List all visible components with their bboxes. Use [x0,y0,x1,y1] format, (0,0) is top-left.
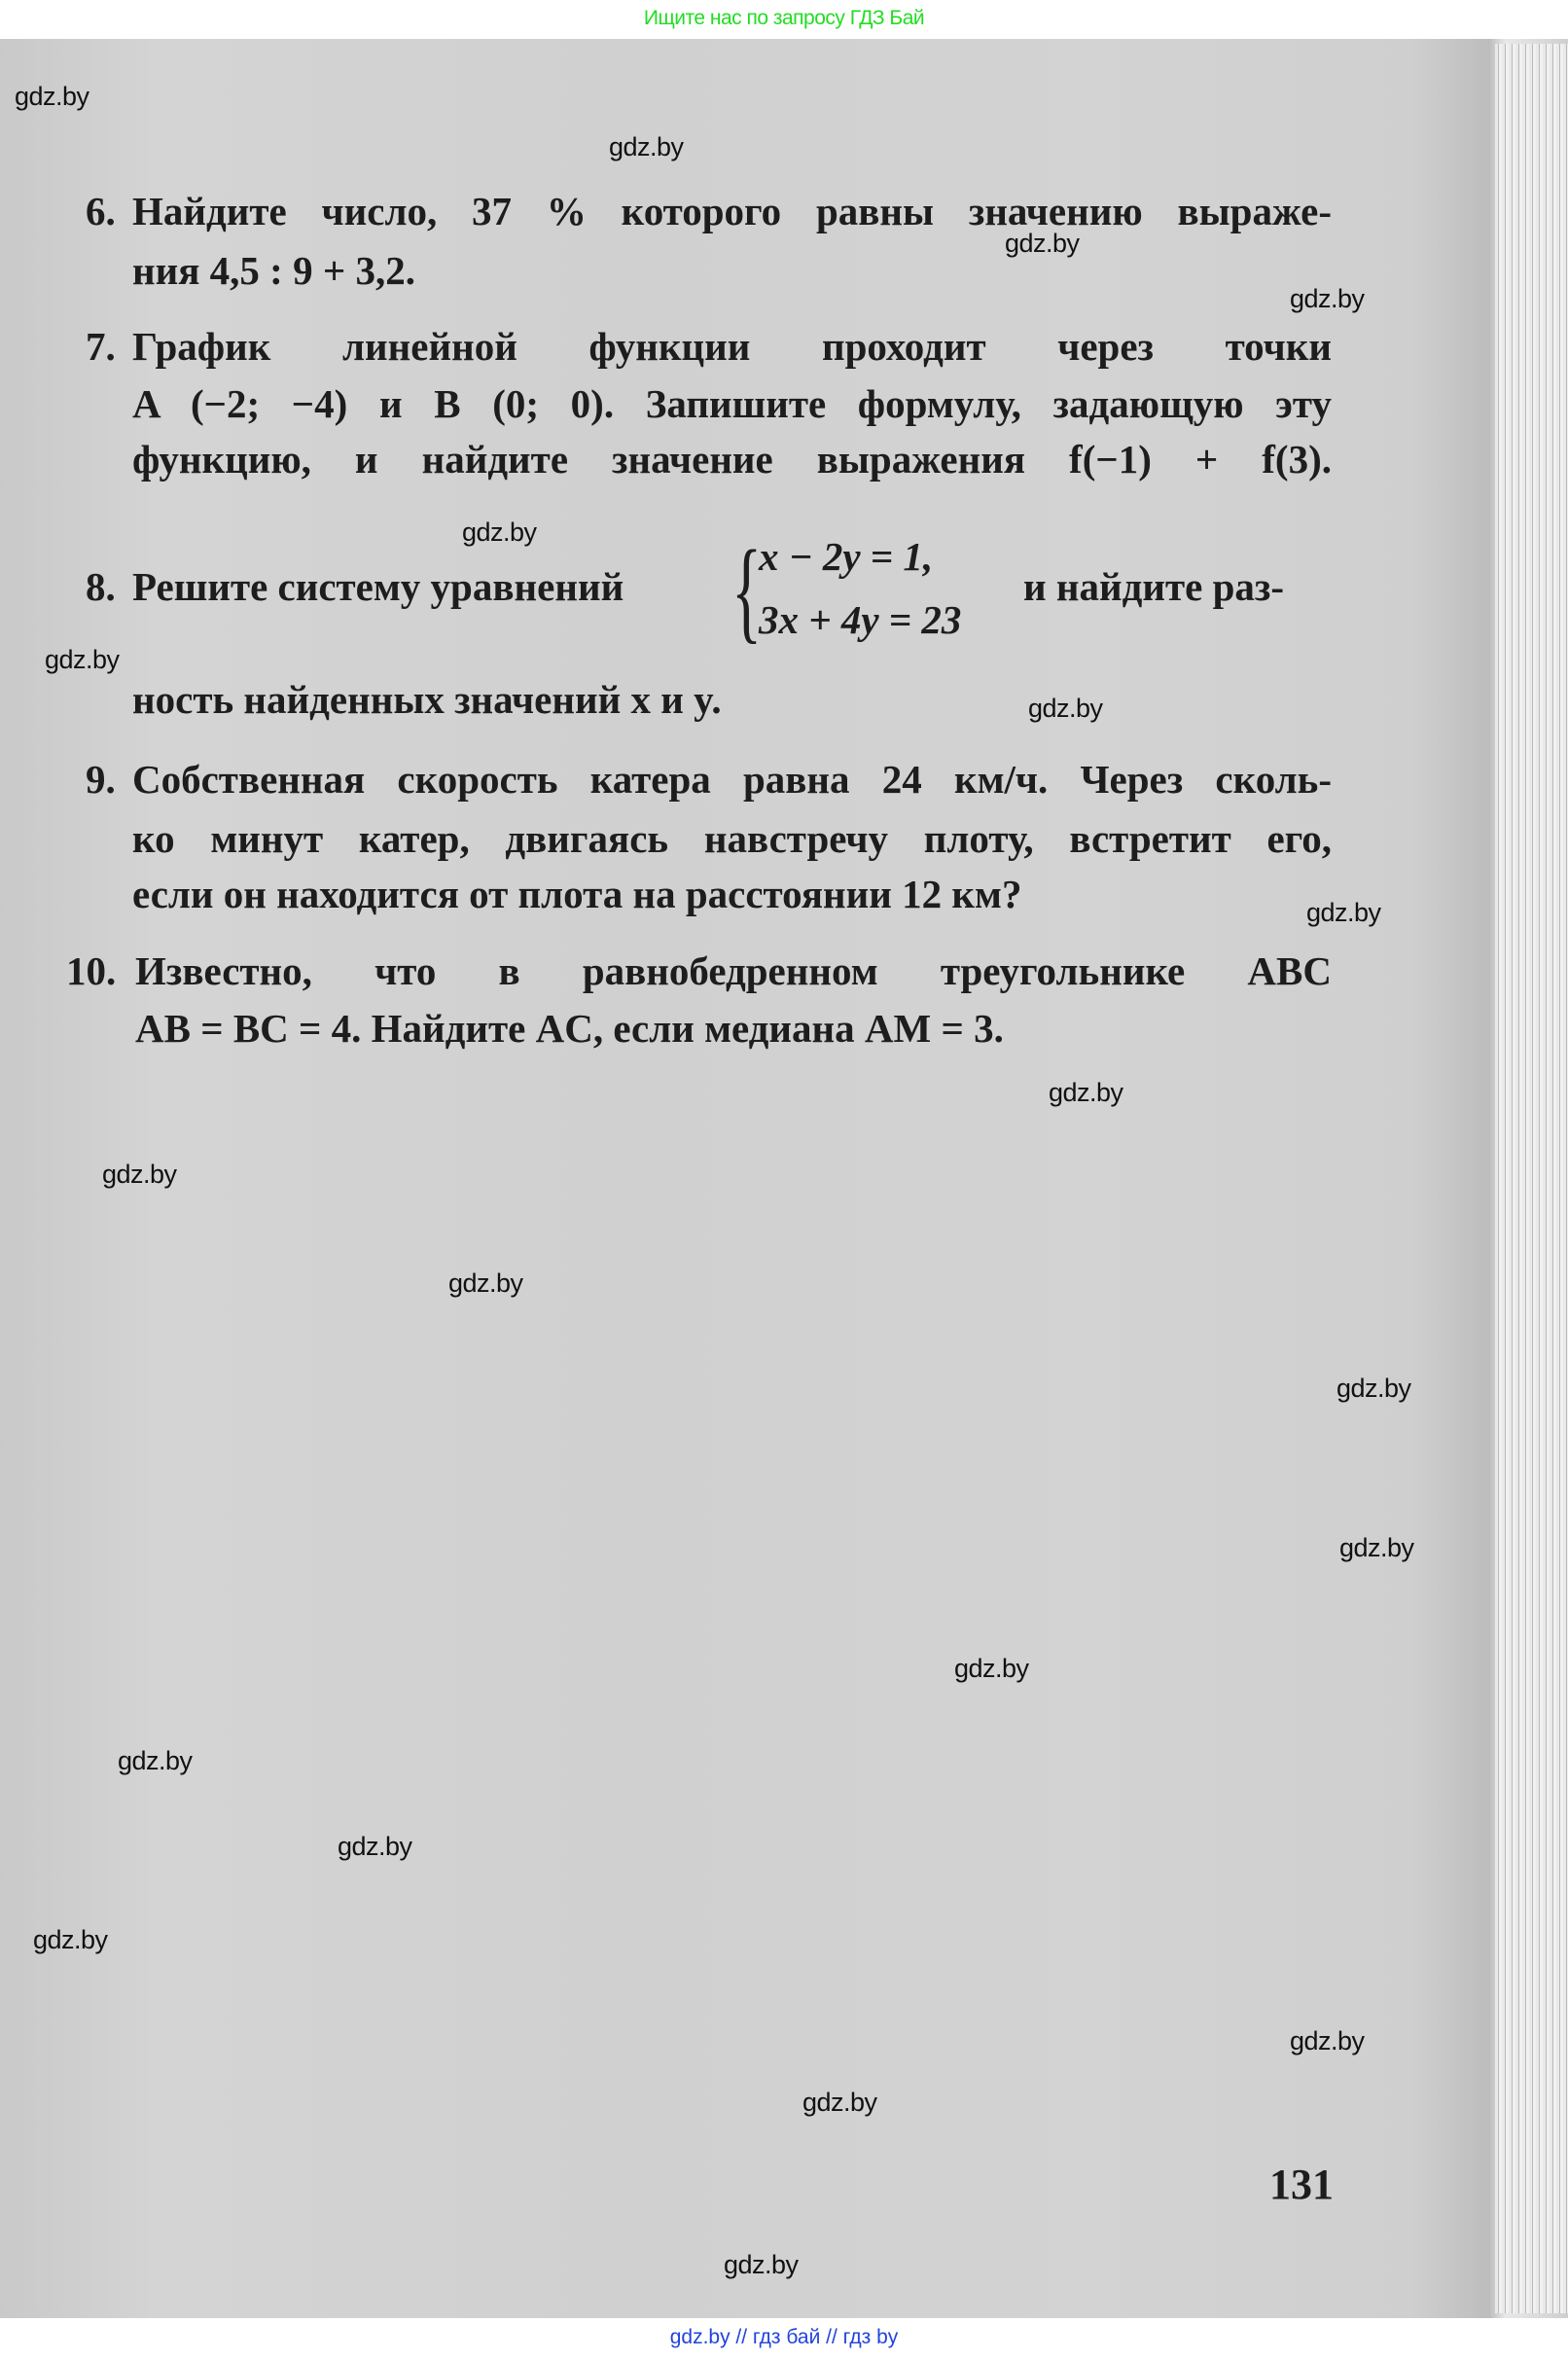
system-equation-2: 3x + 4y = 23 [759,597,962,642]
watermark: gdz.by [1339,1533,1414,1562]
watermark: gdz.by [609,132,684,161]
problem-7-line: A (−2; −4) и B (0; 0). Запишите формулу, задающую эту [132,381,1332,426]
problem-8-number: 8. [86,564,116,609]
problem-9-line: Собственная скорость катера равна 24 км/ч. Через сколь- [132,757,1332,802]
problem-7-line: функцию, и найдите значение выражения f(−1) + f(3). [132,437,1332,482]
problem-6-line: ния 4,5 : 9 + 3,2. [132,248,415,293]
watermark: gdz.by [1290,284,1365,313]
watermark: gdz.by [33,1925,108,1954]
footer-links[interactable]: gdz.by // гдз бай // гдз by [669,2326,899,2348]
problem-8-line: и найдите раз- [1023,564,1285,609]
system-equation-1: x − 2y = 1, [759,534,934,579]
problem-10-number: 10. [66,948,117,993]
problem-7-line: График линейной функции проходит через точки [132,324,1332,369]
problem-8-line: Решите систему уравнений [132,564,624,609]
problem-9-number: 9. [86,757,116,802]
watermark: gdz.by [1005,229,1080,258]
system-brace: { [731,526,763,654]
watermark: gdz.by [1028,694,1103,723]
problem-10-line: Известно, что в равнобедренном треугольнике ABC [135,948,1332,993]
watermark: gdz.by [724,2250,799,2279]
banner-text[interactable]: Ищите нас по запросу ГДЗ Бай [643,7,925,29]
watermark: gdz.by [1049,1078,1123,1107]
watermark: gdz.by [1290,2026,1365,2055]
page-number: 131 [1269,2161,1334,2208]
problem-9-line: ко минут катер, двигаясь навстречу плоту, встретит его, [132,816,1332,861]
watermark: gdz.by [802,2088,877,2117]
watermark: gdz.by [1336,1374,1411,1403]
top-banner [0,0,1568,39]
watermark: gdz.by [954,1654,1029,1683]
watermark: gdz.by [1306,898,1381,927]
problem-9-line: если он находится от плота на расстоянии 12 км? [132,872,1022,916]
watermark: gdz.by [45,645,120,674]
problem-10-line: AB = BC = 4. Найдите AC, если медиана AM = 3. [135,1006,1004,1051]
watermark: gdz.by [462,518,537,547]
problem-6-line: Найдите число, 37 % которого равны значению выраже- [132,189,1332,233]
watermark: gdz.by [15,82,89,111]
footer [0,2320,1568,2359]
watermark: gdz.by [102,1160,177,1189]
page-edge [1495,44,1568,2313]
problem-8-line: ность найденных значений x и y. [132,677,722,722]
problem-6-number: 6. [86,189,116,233]
problem-7-number: 7. [86,324,116,369]
watermark: gdz.by [118,1746,193,1775]
watermark: gdz.by [448,1269,523,1298]
watermark: gdz.by [338,1832,412,1861]
